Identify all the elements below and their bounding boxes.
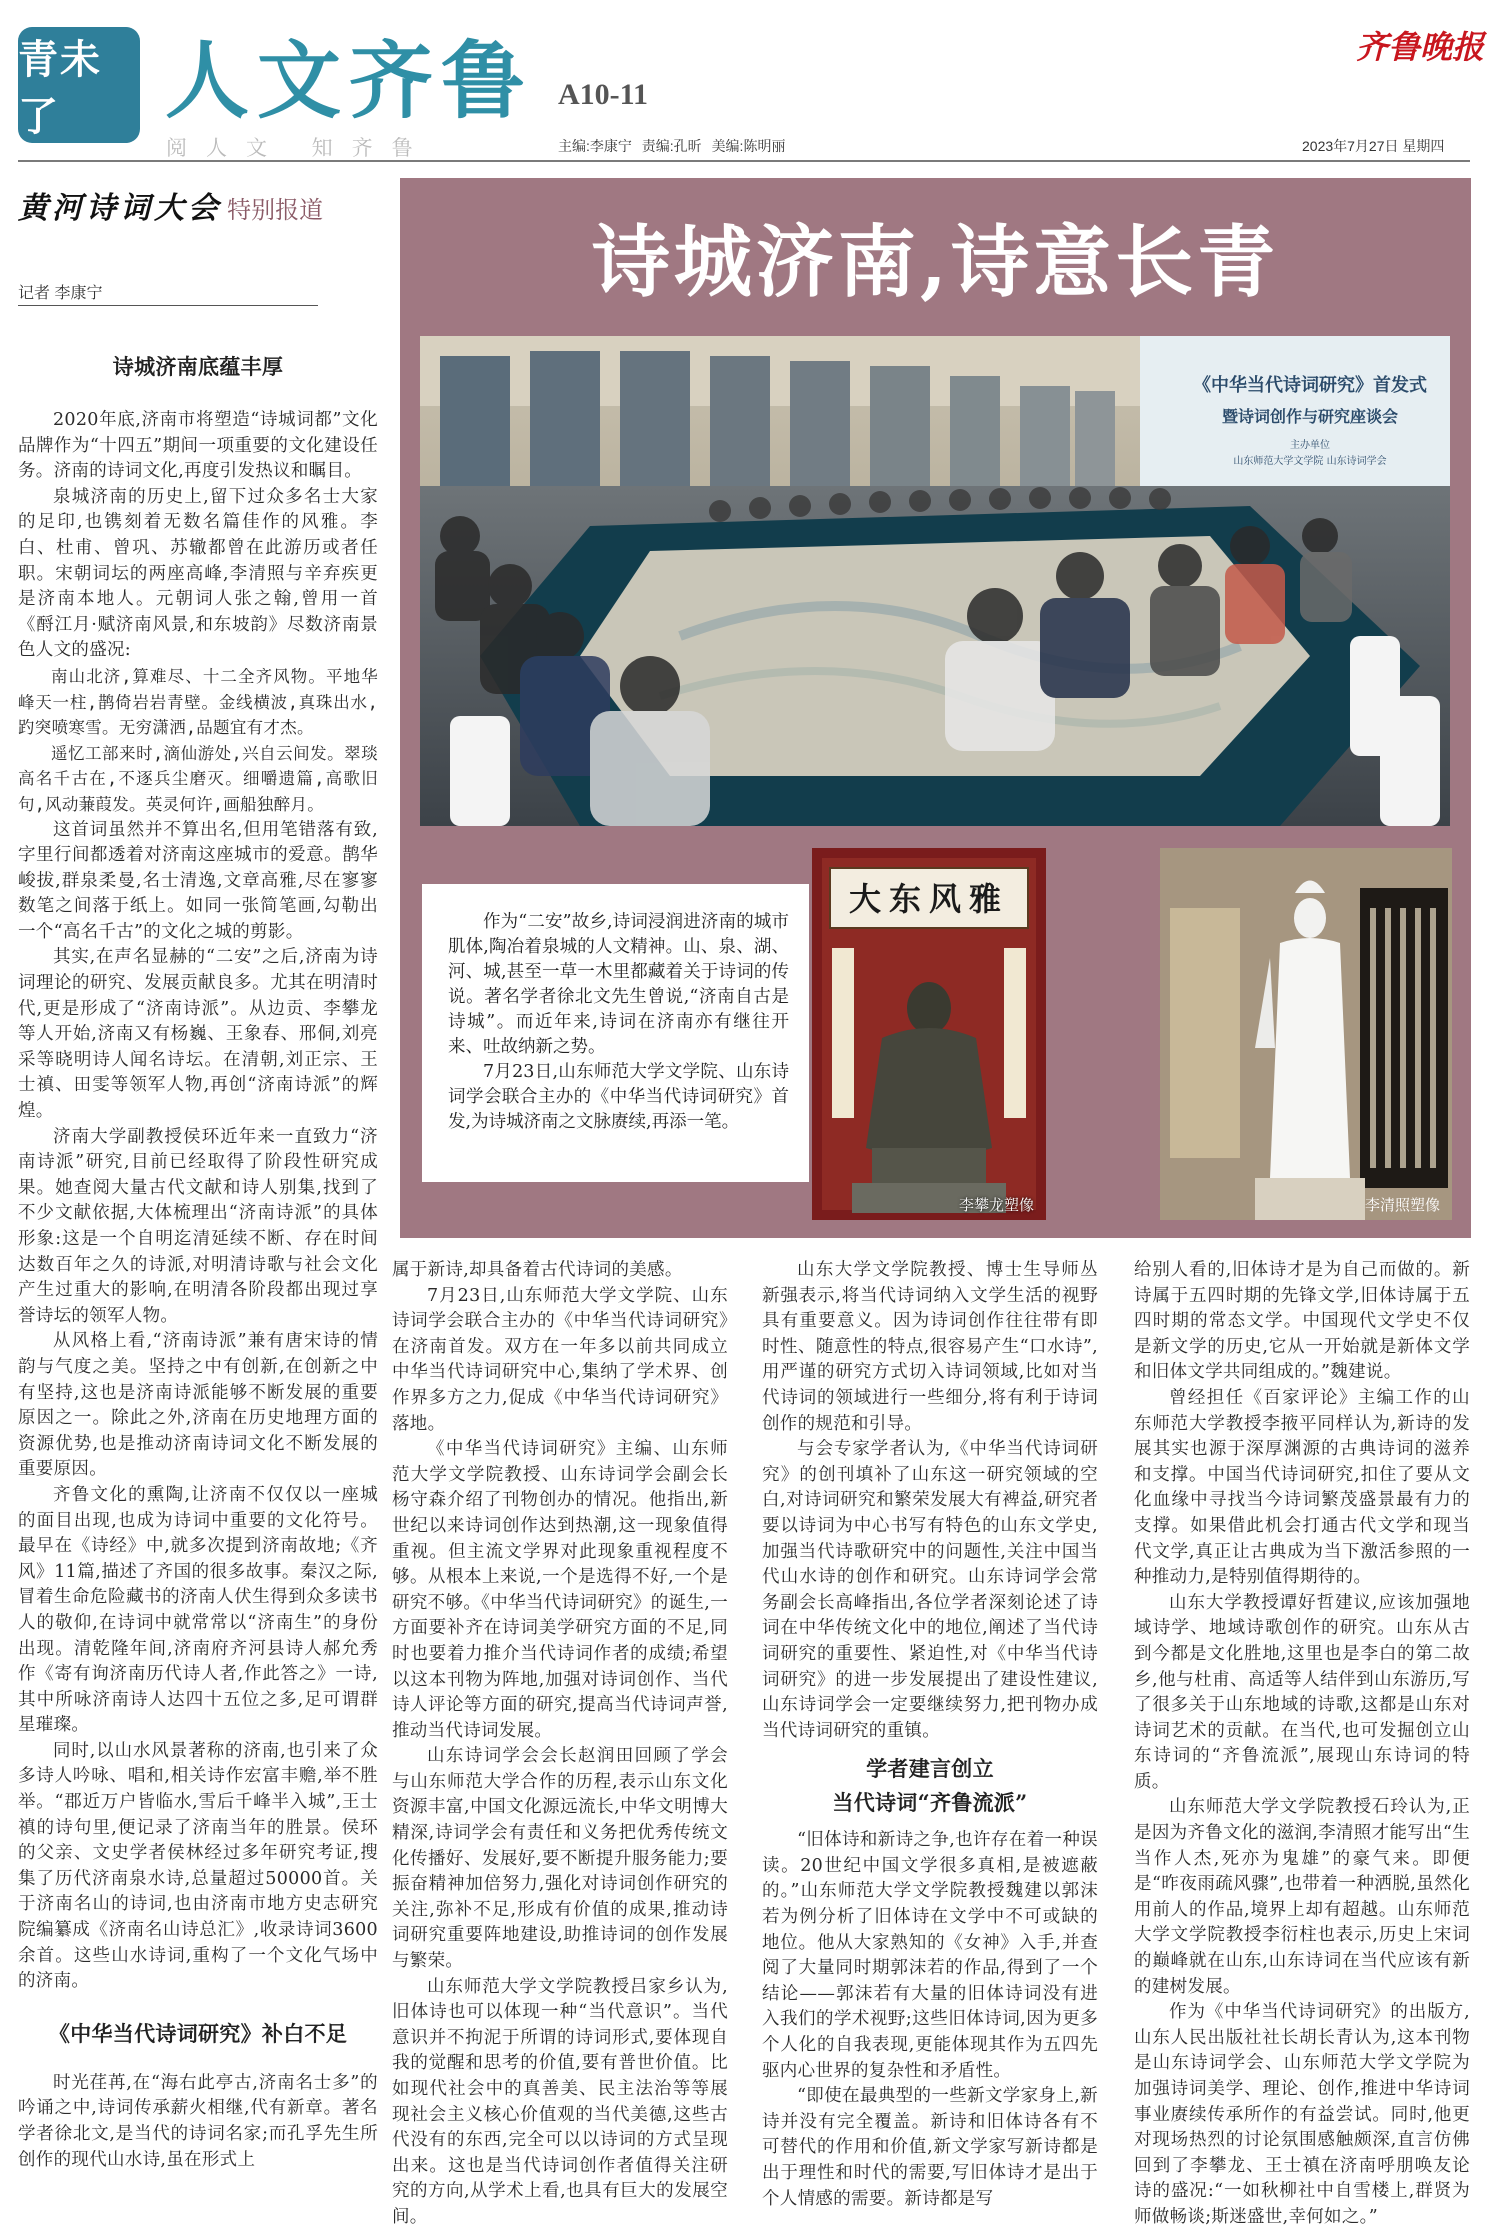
column-name: 黄河诗词大会 xyxy=(18,191,222,226)
paragraph: 山东大学文学院教授、博士生导师丛新强表示,将当代诗词纳入文学生活的视野具有重要意义。因为诗词创作往往带有即时性、随意性的特点,很容易产生“口水诗”,用严谨的研究方式切入诗词领域,比如对当代诗词的领域进行一些细分,将有利于诗词创作的规范和引导。 xyxy=(762,1260,1098,1434)
caption-paragraph: 作为“二安”故乡,诗词浸润进济南的城市肌体,陶冶着泉城的人文精神。山、泉、湖、河、城,甚至一草一木里都藏着关于诗词的传说。著名学者徐北文先生曾说,“济南自古是诗城”。而近年来,诗词在济南亦有继往开来、吐故纳新之势。 xyxy=(448,912,789,1057)
subheading: 《中华当代诗词研究》补白不足 xyxy=(48,2020,348,2046)
subheading: 当代诗词“齐鲁流派” xyxy=(832,1790,1028,1816)
column-header xyxy=(18,183,378,227)
paragraph: 济南大学副教授侯环近年来一直致力“济南诗派”研究,目前已经取得了阶段性研究成果。她查阅大量古代文献和诗人别集,找到了不少文献依据,大体梳理出“济南诗派”的具体形象:这是一个自明迄清延续不断、存在时间达数百年之久的诗派,对明清诗歌与社会文化产生过重大的影响,在明清各阶段都出现过享誉诗坛的领军人物。 xyxy=(18,1126,378,1326)
plaque-text: 大东风雅 xyxy=(848,880,1010,918)
article-column-1 xyxy=(18,352,378,2173)
meeting-photo-image xyxy=(420,336,1450,826)
banner-host-label: 主办单位 xyxy=(1290,440,1330,451)
paragraph: 山东师范大学文学院教授石玲认为,正是因为齐鲁文化的滋润,李清照才能写出“生当作人杰,死亦为鬼雄”的豪气来。即便是“昨夜雨疏风骤”,也带着一种洒脱,虽然化用前人的作品,境界上却有超越。山东师范大学文学院教授李衍柱也表示,历史上宋词的巅峰就在山东,山东诗词在当代应该有新的建树发展。 xyxy=(1134,1797,1470,1997)
li-panlong-statue-image xyxy=(812,848,1046,1220)
paragraph: 山东大学教授谭好哲建议,应该加强地域诗学、地域诗歌创作的研究。山东从古到今都是文化胜地,这里也是李白的第二故乡,他与杜甫、高适等人结伴到山东游历,写了很多关于山东地域的诗歌,这都是山东对诗词艺术的贡献。在当代,也可发掘创立山东诗词的“齐鲁流派”,展现山东诗词的特质。 xyxy=(1134,1592,1470,1792)
banner-title: 《中华当代诗词研究》首发式 xyxy=(1193,375,1427,396)
paragraph: “旧体诗和新诗之争,也许存在着一种误读。20世纪中国文学很多真相,是被遮蔽的。”山东师范大学文学院教授魏建以郭沫若为例分析了旧体诗在文学中不可或缺的地位。他从大家熟知的《女神》入手,并查阅了大量同时期郭沫若的作品,得到了一个结论——郭沫若有大量的旧体诗词没有进入我们的学术视野;这些旧体诗词,因为更多个人化的自我表现,更能体现其作为五四先驱内心世界的复杂性和矛盾性。 xyxy=(762,1830,1098,2081)
statue1-label: 李攀龙塑像 xyxy=(958,1197,1034,1214)
column-tag: 特别报道 xyxy=(227,196,324,224)
paragraph: 这首词虽然并不算出名,但用笔错落有致,字里行间都透着对济南这座城市的爱意。鹊华峻拔,群泉柔曼,名士清逸,文章高雅,尽在寥寥数笔之间落于纸上。如同一张简笔画,勾勒出一个“高名千古”的文化之城的剪影。 xyxy=(18,819,378,942)
paragraph: 2020年底,济南市将塑造“诗城词都”文化品牌作为“十四五”期间一项重要的文化建设任务。济南的诗词文化,再度引发热议和瞩目。 xyxy=(18,410,378,482)
subheading: 学者建言创立 xyxy=(866,1756,994,1782)
poem-stanza: 遥忆工部来时,滴仙游处,兴自云间发。翠琰高名千古在,不逐兵尘磨灭。细嚼遗篇,高歌旧句,风动蒹葭发。英灵何许,画船独醉月。 xyxy=(18,743,378,814)
paragraph: 属于新诗,却具备着古代诗词的美感。 xyxy=(392,1260,683,1280)
headline: 诗城济南,诗意长青 xyxy=(591,217,1280,308)
issue-date: 2023年7月27日 星期四 xyxy=(1302,138,1445,154)
paragraph: 曾经担任《百家评论》主编工作的山东师范大学教授李掖平同样认为,新诗的发展其实也源于深厚渊源的古典诗词的滋养和支撑。中国当代诗词研究,扣住了要从文化血缘中寻找当今诗词繁茂盛景最有力的支撑。如果借此机会打通古代文学和现当代文学,真正让古典成为当下激活参照的一种推动力,是特别值得期待的。 xyxy=(1134,1387,1470,1588)
article-column-2 xyxy=(392,1258,728,2231)
poem-stanza: 南山北济,算难尽、十二全齐风物。平地华峰天一柱,鹊倚岩岩青壁。金线横波,真珠出水,趵突喷寒雪。无穷潇洒,品题宜有才杰。 xyxy=(18,666,378,738)
page-number: A10-11 xyxy=(558,78,648,111)
paragraph: 同时,以山水风景著称的济南,也引来了众多诗人吟咏、唱和,相关诗作宏富丰赡,举不胜举。“郡近万户皆临水,雪后千峰半入城”,王士禛的诗句里,便记录了济南当年的胜景。侯环的父亲、文史学者侯林经过多年研究考证,搜集了历代济南泉水诗,总量超过50000首。关于济南名山的诗词,也由济南市地方史志研究院编纂成《济南名山诗总汇》,收录诗词3600余首。这些山水诗词,重构了一个文化气场中的济南。 xyxy=(18,1740,378,1992)
paragraph: “即使在最典型的一些新文学家身上,新诗并没有完全覆盖。新诗和旧体诗各有不可替代的作用和价值,新文学家写新诗都是出于理性和时代的需要,写旧体诗才是出于个人情感的需要。新诗都是写 xyxy=(762,2086,1098,2209)
article-column-3 xyxy=(762,1258,1098,2212)
li-panlong-statue-photo xyxy=(812,848,1046,1220)
masthead-logo: 青未了 xyxy=(18,27,140,143)
section-title: 人文齐鲁 xyxy=(165,31,534,130)
reporter-byline: 记者 李康宁 xyxy=(18,280,318,306)
banner-hosts: 山东师范大学文学院 山东诗词学会 xyxy=(1233,456,1387,467)
paragraph: 泉城济南的历史上,留下过众多名士大家的足印,也镌刻着无数名篇佳作的风雅。李白、杜甫、曾巩、苏辙都曾在此游历或者任职。宋朝词坛的两座高峰,李清照与辛弃疾更是济南本地人。元朝词人张之翰,曾用一首《酹江月·赋济南风景,和东坡韵》尽数济南景色人文的盛况: xyxy=(18,486,378,661)
caption-paragraph: 7月23日,山东师范大学文学院、山东诗词学会联合主办的《中华当代诗词研究》首发,为诗城济南之文脉赓续,再添一笔。 xyxy=(448,1062,789,1132)
li-qingzhao-statue-image xyxy=(1160,848,1452,1220)
paragraph: 时光荏苒,在“海右此亭古,济南名士多”的吟诵之中,诗词传承薪火相继,代有新章。著名学者徐北文,是当代的诗词名家;而孔孚先生所创作的现代山水诗,虽在形式上 xyxy=(18,2072,378,2170)
photo-caption xyxy=(422,884,809,1182)
article-column-4 xyxy=(1134,1258,1470,2231)
subheading: 诗城济南底蕴丰厚 xyxy=(112,354,284,379)
paragraph: 其实,在声名显赫的“二安”之后,济南为诗词理论的研究、发展贡献良多。尤其在明清时代,更是形成了“济南诗派”。从边贡、李攀龙等人开始,济南又有杨巍、王象春、邢侗,刘亮采等晓明诗人闻名诗坛。在清朝,刘正宗、王士禛、田雯等领军人物,再创“济南诗派”的辉煌。 xyxy=(18,947,378,1122)
li-qingzhao-statue-photo xyxy=(1160,848,1452,1220)
responsible-editor: 责编:孔昕 xyxy=(641,138,702,154)
paragraph: 山东师范大学文学院教授吕家乡认为,旧体诗也可以体现一种“当代意识”。当代意识并不拘泥于所谓的诗词形式,要体现自我的觉醒和思考的价值,要有普世价值。比如现代社会中的真善美、民主法治等等展现社会主义核心价值观的当代美德,这些古代没有的东西,完全可以以诗词的方式呈现出来。这也是当代诗词创作者值得关注研究的方向,从学术上看,也具有巨大的发展空间。 xyxy=(392,1976,728,2227)
editor: 主编:李康宁 xyxy=(558,138,632,154)
paragraph: 与会专家学者认为,《中华当代诗词研究》的创刊填补了山东这一研究领域的空白,对诗词研究和繁荣发展大有裨益,研究者要以诗词为中心书写有特色的山东文学史,加强当代诗歌研究中的问题性,关注中国当代山水诗的创作和研究。山东诗词学会常务副会长高峰指出,各位学者深刻论述了诗词在中华传统文化中的地位,阐述了当代诗词研究的重要性、紧迫性,对《中华当代诗词研究》的进一步发展提出了建设性建议,山东诗词学会一定要继续努力,把刊物办成当代诗词研究的重镇。 xyxy=(762,1439,1098,1741)
editor-credits xyxy=(558,136,785,156)
section-slogan: 阅人文 知齐鲁 xyxy=(166,136,432,160)
art-editor: 美编:陈明丽 xyxy=(711,138,786,154)
masthead-rule xyxy=(18,160,1470,162)
paragraph: 从风格上看,“济南诗派”兼有唐宋诗的情韵与气度之美。坚持之中有创新,在创新之中有坚持,这也是济南诗派能够不断发展的重要原因之一。除此之外,济南在历史地理方面的资源优势,也是推动济南诗词文化不断发展的重要原因。 xyxy=(18,1331,378,1480)
banner-subtitle: 暨诗词创作与研究座谈会 xyxy=(1221,407,1399,426)
paragraph: 山东诗词学会会长赵润田回顾了学会与山东师范大学合作的历程,表示山东文化资源丰富,中国文化源远流长,中华文明博大精深,诗词学会有责任和义务把优秀传统文化传播好、发展好,要不断提升服务能力;要振奋精神加倍努力,强化对诗词创作研究的关注,弥补不足,形成有价值的成果,推动诗词研究重要阵地建设,助推诗词的创作发展与繁荣。 xyxy=(392,1746,728,1972)
paragraph: 7月23日,山东师范大学文学院、山东诗词学会联合主办的《中华当代诗词研究》在济南首发。双方在一年多以前共同成立中华当代诗词研究中心,集纳了学术界、创作界多方之力,促成《中华当代诗词研究》落地。 xyxy=(392,1285,728,1434)
statue2-label: 李清照塑像 xyxy=(1364,1197,1440,1214)
paragraph: 给别人看的,旧体诗才是为自己而做的。新诗属于五四时期的先锋文学,旧体诗属于五四时期的常态文学。中国现代文学史不仅是新文学的历史,它从一开始就是新体文学和旧体文学共同组成的。”魏建说。 xyxy=(1134,1260,1470,1383)
paragraph: 作为《中华当代诗词研究》的出版方,山东人民出版社社长胡长青认为,这本刊物是山东诗词学会、山东师范大学文学院为加强诗词美学、理论、创作,推进中华诗词事业赓续传承所作的有益尝试。同时,他更对现场热烈的讨论氛围感触颇深,直言仿佛回到了李攀龙、王士禛在济南呼朋唤友论诗的盛况:“一如秋柳社中自雪楼上,群贤为师做畅谈;斯迷盛世,幸何如之。” xyxy=(1134,2002,1470,2227)
paragraph: 齐鲁文化的熏陶,让济南不仅仅以一座城的面目出现,也成为诗词中重要的文化符号。最早在《诗经》中,就多次提到济南故地;《齐风》11篇,描述了齐国的很多故事。秦汉之际,冒着生命危险藏书的济南人伏生得到众多读书人的敬仰,在诗词中就常常以“济南生”的身份出现。清乾隆年间,济南府齐河县诗人郝允秀作《寄有询济南历代诗人者,作此答之》一诗,其中所咏济南诗人达四十五位之多,足可谓群星璀璨。 xyxy=(18,1484,378,1736)
meeting-photo xyxy=(420,336,1450,826)
newspaper-brand: 齐鲁晚报 xyxy=(1356,28,1485,66)
paragraph: 《中华当代诗词研究》主编、山东师范大学文学院教授、山东诗词学会副会长杨守森介绍了刊物创办的情况。他指出,新世纪以来诗词创作达到热潮,这一现象值得重视。但主流文学界对此现象重视程度不够。从根本上来说,一个是选得不好,一个是研究不够。《中华当代诗词研究》的诞生,一方面要补齐在诗词美学研究方面的不足,同时也要着力推介当代诗词作者的成绩;希望以这本刊物为阵地,加强对诗词创作、当代诗人评论等方面的研究,提高当代诗词声誉,推动当代诗词发展。 xyxy=(392,1439,728,1741)
